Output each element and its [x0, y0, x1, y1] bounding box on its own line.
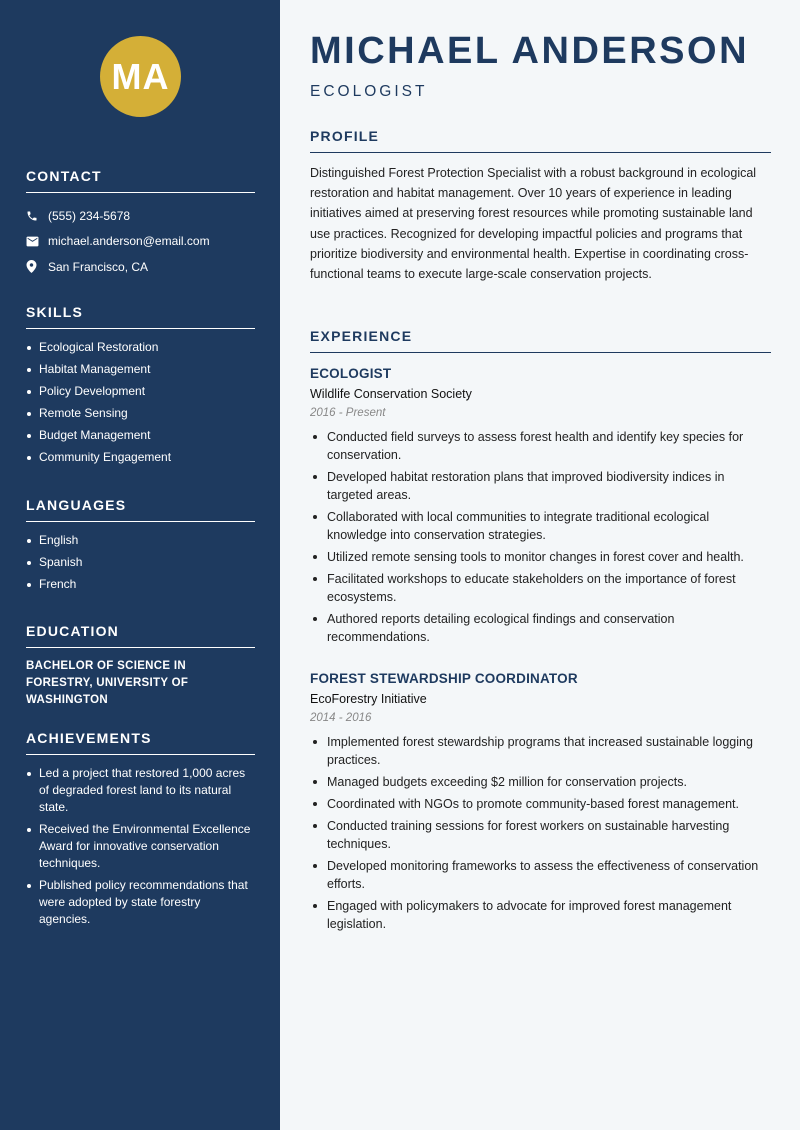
job-bullet: Facilitated workshops to educate stakeholders on the importance of forest ecosystems. — [310, 570, 771, 606]
main-content — [280, 0, 800, 1130]
skill-item: Policy Development — [26, 383, 255, 400]
languages-heading: LANGUAGES — [26, 497, 255, 522]
skills-section — [26, 304, 255, 471]
skill-item: Ecological Restoration — [26, 339, 255, 356]
job-entry — [310, 671, 771, 937]
job-dates: 2016 - Present — [310, 407, 386, 419]
job-bullet: Authored reports detailing ecological findings and conservation recommendations. — [310, 610, 771, 646]
skill-item: Budget Management — [26, 427, 255, 444]
achievement-item: Received the Environmental Excellence Award for innovative conservation techniques. — [26, 821, 255, 872]
job-bullet: Collaborated with local communities to integrate traditional ecological knowledge into conservation strategies. — [310, 508, 771, 544]
achievements-heading: ACHIEVEMENTS — [26, 730, 255, 755]
skill-item: Habitat Management — [26, 361, 255, 378]
phone-icon — [26, 210, 48, 222]
skill-item: Remote Sensing — [26, 405, 255, 422]
education-degree: BACHELOR OF SCIENCE IN FORESTRY, UNIVERSITY OF WASHINGTON — [26, 660, 189, 706]
achievements-section — [26, 730, 255, 933]
sidebar — [0, 0, 280, 1130]
candidate-role: ECOLOGIST — [310, 83, 428, 100]
phone-text: (555) 234-5678 — [48, 208, 131, 223]
language-item: Spanish — [26, 554, 255, 571]
contact-location — [26, 254, 255, 280]
mail-icon — [26, 236, 48, 247]
job-bullet: Managed budgets exceeding $2 million for conservation projects. — [310, 773, 771, 791]
contact-email — [26, 229, 255, 255]
contact-heading: CONTACT — [26, 168, 255, 193]
location-pin-icon — [26, 260, 48, 273]
skill-item: Community Engagement — [26, 449, 255, 466]
languages-section — [26, 497, 255, 598]
contact-section — [26, 168, 255, 280]
job-dates: 2014 - 2016 — [310, 712, 372, 724]
candidate-name: MICHAEL ANDERSON — [310, 30, 750, 72]
avatar: MA — [100, 36, 181, 117]
location-text: San Francisco, CA — [48, 259, 149, 274]
email-text: michael.anderson@email.com — [48, 234, 210, 249]
job-bullet: Utilized remote sensing tools to monitor changes in forest cover and health. — [310, 548, 771, 566]
achievement-item: Published policy recommendations that were adopted by state forestry agencies. — [26, 877, 255, 928]
job-entry — [310, 366, 771, 650]
job-company: Wildlife Conservation Society — [310, 387, 472, 401]
contact-phone — [26, 203, 255, 229]
education-heading: EDUCATION — [26, 623, 255, 648]
achievement-item: Led a project that restored 1,000 acres of degraded forest land to its natural state. — [26, 765, 255, 816]
language-item: English — [26, 532, 255, 549]
experience-heading: EXPERIENCE — [310, 328, 771, 353]
language-item: French — [26, 576, 255, 593]
experience-section — [310, 328, 771, 353]
job-bullet: Engaged with policymakers to advocate for improved forest management legislation. — [310, 897, 771, 933]
profile-summary: Distinguished Forest Protection Specialist with a robust background in ecological restoration and habitat management. Over 10 years of experience in leading initiatives aimed at preserving forest resources while promoting sustainable land use practices. Recognized for developing impactful policies and programs that prioritize biodiversity and environmental health. Expertise in coordinating cross-functional teams to execute large-scale conservation projects. — [310, 166, 757, 282]
job-bullet: Coordinated with NGOs to promote community-based forest management. — [310, 795, 771, 813]
education-section — [26, 623, 255, 709]
job-company: EcoForestry Initiative — [310, 692, 427, 706]
job-bullet: Conducted training sessions for forest workers on sustainable harvesting techniques. — [310, 817, 771, 853]
profile-section — [310, 128, 771, 284]
profile-heading: PROFILE — [310, 128, 771, 153]
skills-heading: SKILLS — [26, 304, 255, 329]
job-bullet: Conducted field surveys to assess forest health and identify key species for conservation. — [310, 428, 771, 464]
job-title: FOREST STEWARDSHIP COORDINATOR — [310, 671, 578, 686]
job-bullet: Developed habitat restoration plans that improved biodiversity indices in targeted areas. — [310, 468, 771, 504]
job-bullet: Implemented forest stewardship programs that increased sustainable logging practices. — [310, 733, 771, 769]
job-title: ECOLOGIST — [310, 366, 392, 381]
job-bullet: Developed monitoring frameworks to assess the effectiveness of conservation efforts. — [310, 857, 771, 893]
